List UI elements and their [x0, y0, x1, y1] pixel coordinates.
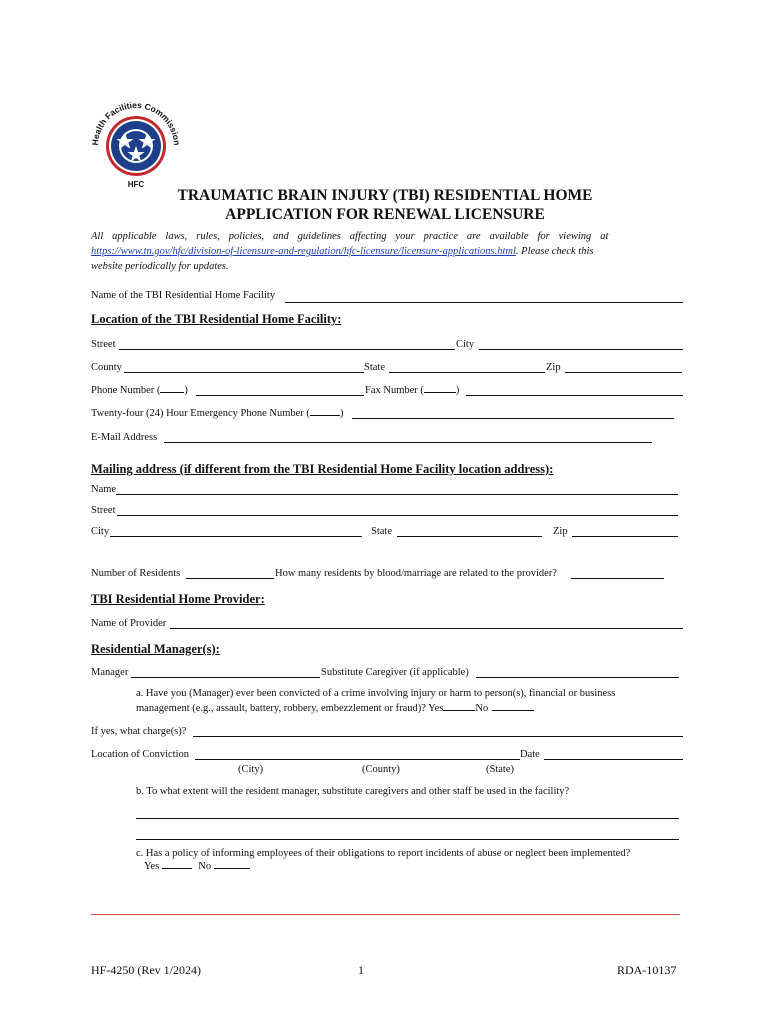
hfc-seal-logo: [84, 88, 188, 192]
question-c-answers: Yes No: [144, 861, 250, 872]
manager-label: Manager: [91, 667, 129, 678]
fax-label: Fax Number ( ): [365, 385, 460, 396]
street-label: Street: [91, 339, 116, 350]
conviction-label: Location of Conviction: [91, 749, 189, 760]
email-field[interactable]: [164, 442, 652, 443]
related-residents-field[interactable]: [571, 578, 664, 579]
question-b-field-1[interactable]: [136, 818, 679, 819]
mailing-city-field[interactable]: [110, 536, 362, 537]
date-label: Date: [520, 749, 540, 760]
mailing-street-label: Street: [91, 505, 116, 516]
provider-name-field[interactable]: [170, 628, 683, 629]
form-number: HF-4250 (Rev 1/2024): [91, 963, 201, 977]
emergency-phone-label: Twenty-four (24) Hour Emergency Phone Number ( ): [91, 408, 344, 419]
county-field[interactable]: [124, 372, 364, 373]
intro-line2: https://www.tn.gov/hfc/division-of-licensure-and-regulation/hfc-licensure/licensure-applications.html. Please check this: [91, 246, 594, 257]
location-heading: Location of the TBI Residential Home Facility:: [91, 312, 342, 326]
state-label: State: [364, 362, 385, 373]
street-field[interactable]: [119, 349, 455, 350]
question-b-field-2[interactable]: [136, 839, 679, 840]
qa-yes-field[interactable]: [443, 710, 475, 711]
question-a-line2: management (e.g., assault, battery, robbery, embezzlement or fraud)? Yes No: [136, 703, 534, 714]
conviction-city-caption: (City): [238, 764, 264, 775]
charges-label: If yes, what charge(s)?: [91, 726, 187, 737]
page-title-line2: APPLICATION FOR RENEWAL LICENSURE: [225, 206, 545, 223]
mailing-zip-label: Zip: [553, 526, 568, 537]
mailing-city-label: City: [91, 526, 110, 537]
city-label: City: [456, 339, 475, 350]
zip-field[interactable]: [565, 372, 682, 373]
city-field[interactable]: [479, 349, 683, 350]
footer-rule: [91, 914, 680, 915]
managers-heading: Residential Manager(s):: [91, 642, 220, 656]
qc-yes-field[interactable]: [162, 868, 192, 869]
phone-field[interactable]: [196, 395, 364, 396]
mailing-zip-field[interactable]: [572, 536, 678, 537]
question-c: c. Has a policy of informing employees of their obligations to report incidents of abuse or neglect been implemented?: [136, 848, 631, 859]
state-field[interactable]: [389, 372, 545, 373]
email-label: E-Mail Address: [91, 432, 158, 443]
mailing-state-field[interactable]: [397, 536, 542, 537]
question-a-line1: a. Have you (Manager) ever been convicted of a crime involving injury or harm to person(s), financial or business: [136, 688, 616, 699]
number-of-residents-field[interactable]: [186, 578, 274, 579]
qa-no-field[interactable]: [492, 710, 534, 711]
number-of-residents-label: Number of Residents: [91, 568, 181, 579]
seal-abbr: HFC: [127, 180, 145, 189]
conviction-county-caption: (County): [362, 764, 400, 775]
substitute-field[interactable]: [476, 677, 679, 678]
provider-name-label: Name of Provider: [91, 618, 167, 629]
emergency-phone-field[interactable]: [352, 418, 674, 419]
fax-field[interactable]: [466, 395, 683, 396]
qc-no-field[interactable]: [214, 868, 250, 869]
date-field[interactable]: [544, 759, 683, 760]
page-number: 1: [358, 963, 364, 977]
seal-arc-text: Health Facilities Commission: [89, 99, 183, 146]
mailing-street-field[interactable]: [117, 515, 678, 516]
intro-text: All applicable laws, rules, policies, and guidelines affecting your practice are available for viewing at: [91, 231, 609, 242]
zip-label: Zip: [546, 362, 561, 373]
facility-name-label: Name of the TBI Residential Home Facility: [91, 290, 276, 301]
page-title-line1: TRAUMATIC BRAIN INJURY (TBI) RESIDENTIAL HOME: [177, 187, 593, 204]
phone-label: Phone Number ( ): [91, 385, 188, 396]
provider-heading: TBI Residential Home Provider:: [91, 592, 265, 606]
related-residents-label: How many residents by blood/marriage are related to the provider?: [275, 568, 557, 579]
mailing-heading: Mailing address (if different from the TBI Residential Home Facility location address):: [91, 462, 554, 476]
conviction-field[interactable]: [195, 759, 520, 760]
mailing-name-field[interactable]: [116, 494, 678, 495]
licensure-link[interactable]: https://www.tn.gov/hfc/division-of-licensure-and-regulation/hfc-licensure/licensure-applications.html: [91, 246, 516, 257]
substitute-label: Substitute Caregiver (if applicable): [321, 667, 469, 678]
county-label: County: [91, 362, 122, 373]
rda-number: RDA-10137: [617, 963, 677, 977]
mailing-state-label: State: [371, 526, 392, 537]
facility-name-field[interactable]: [285, 302, 683, 303]
mailing-name-label: Name: [91, 484, 117, 495]
charges-field[interactable]: [193, 736, 683, 737]
conviction-state-caption: (State): [486, 764, 514, 775]
intro-line3: website periodically for updates.: [91, 261, 229, 272]
question-b: b. To what extent will the resident manager, substitute caregivers and other staff be used in the facility?: [136, 786, 570, 797]
manager-field[interactable]: [131, 677, 320, 678]
